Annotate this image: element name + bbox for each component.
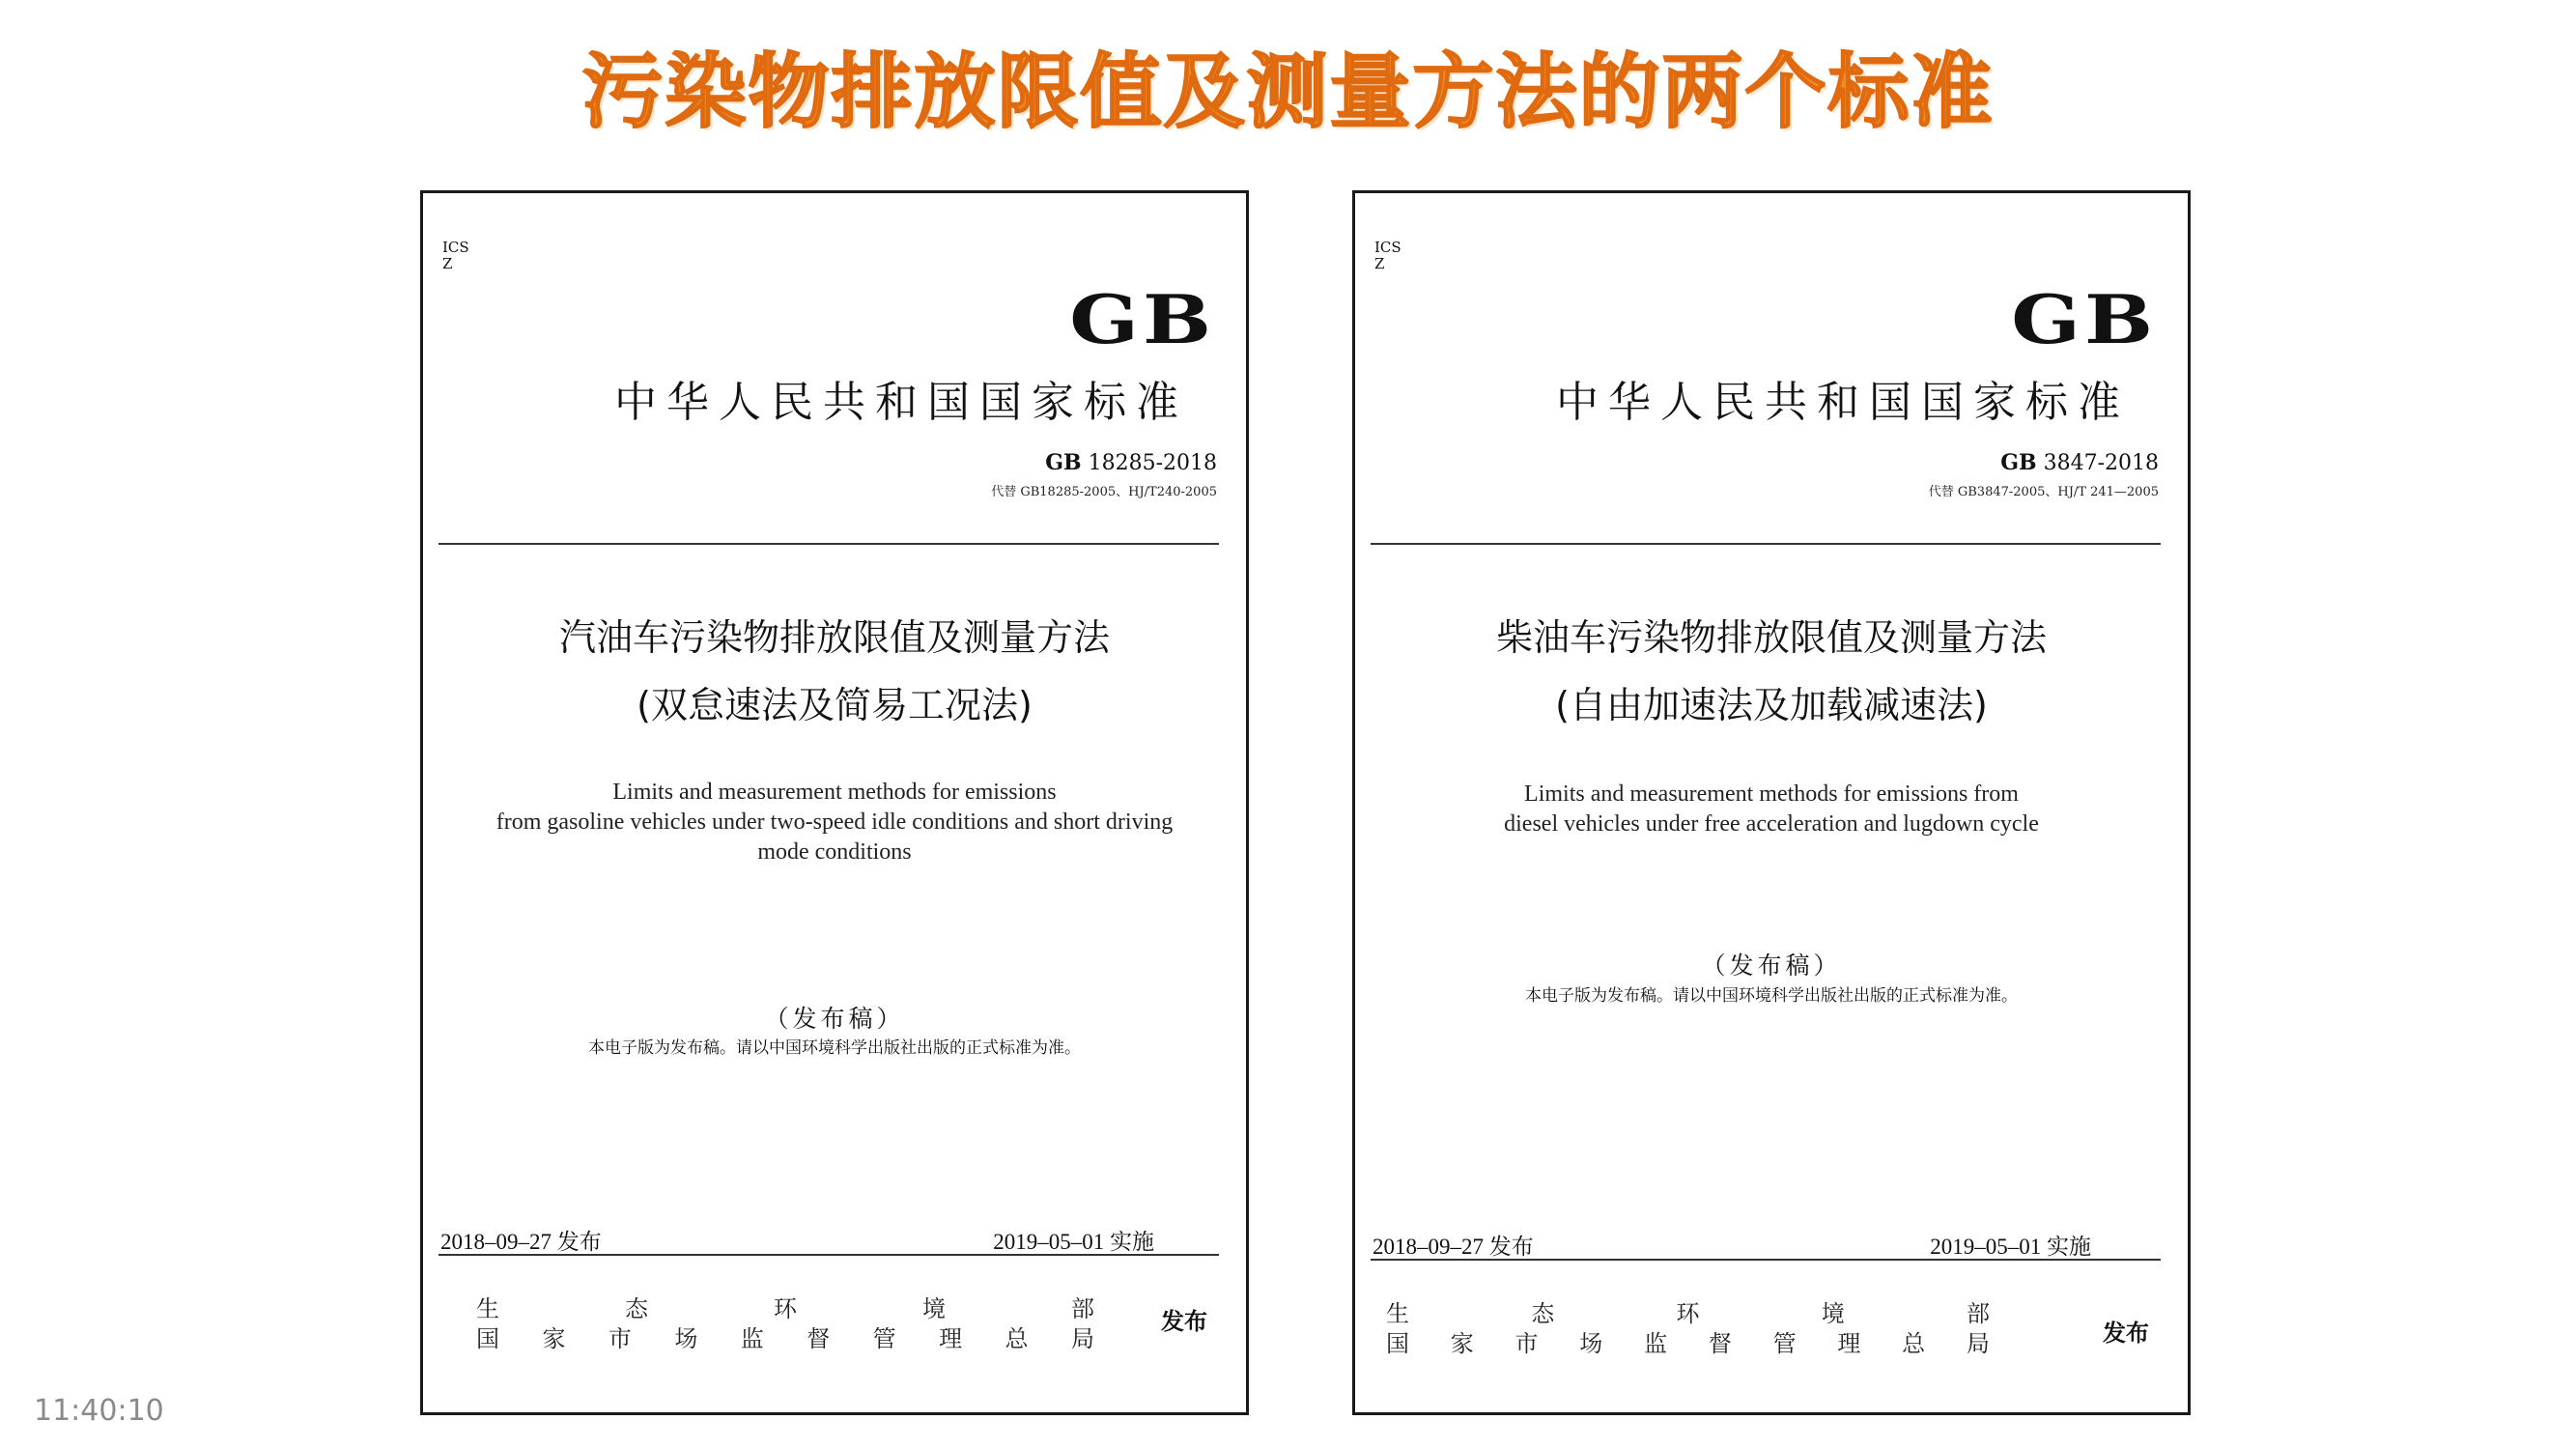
timestamp: 11:40:10 (34, 1394, 164, 1428)
issuer-char: 总 (1902, 1330, 1926, 1357)
divider (439, 543, 1219, 545)
issuer-char: 监 (1644, 1330, 1668, 1357)
draft-status: （发布稿） (764, 1005, 905, 1033)
title-en-line: mode conditions (757, 839, 912, 865)
issuer-line-2 (1386, 1324, 1990, 1358)
issuer-char: 局 (1070, 1325, 1094, 1352)
replaces-note: 代替 GB3847-2005、HJ/T 241—2005 (1928, 485, 2159, 499)
ics-label: ICS (442, 239, 469, 256)
issuer-char: 部 (1967, 1300, 1990, 1327)
code-number: 18285-2018 (1088, 451, 1217, 475)
title-en-line: Limits and measurement methods for emissions (612, 780, 1057, 805)
gb-logo: GB (2011, 280, 2157, 359)
issuer-char: 家 (542, 1325, 566, 1352)
standard-title-en (442, 778, 1227, 867)
issuer-char: 国 (1386, 1330, 1409, 1357)
publish-label: 发布 (2103, 1320, 2149, 1347)
slide-title: 污染物排放限值及测量方法的两个标准 (581, 44, 1995, 139)
title-cn-subtitle: (自由加速法及加载减速法) (1555, 684, 1988, 726)
national-standard-heading: 中华人民共和国国家标准 (1556, 378, 2130, 427)
issuer-char: 场 (674, 1325, 698, 1352)
standard-code (1045, 450, 1217, 475)
issuer-line-2 (476, 1320, 1094, 1353)
draft-status: （发布稿） (1701, 952, 1842, 980)
title-cn-line: 柴油车污染物排放限值及测量方法 (1495, 616, 2047, 659)
standard-title-cn (1355, 604, 2188, 739)
standard-cover-diesel (1352, 190, 2191, 1415)
edition-note: 本电子版为发布稿。请以中国环境科学出版社出版的正式标准为准。 (588, 1038, 1081, 1058)
issuer-char: 境 (1821, 1300, 1845, 1327)
issuer-char: 监 (740, 1325, 764, 1352)
issuer-char: 督 (1708, 1330, 1732, 1357)
title-cn-line: 汽油车污染物排放限值及测量方法 (558, 616, 1110, 659)
ics-code (1374, 240, 1401, 272)
title-cn-subtitle: (双怠速法及简易工况法) (637, 684, 1033, 726)
replaces-note: 代替 GB18285-2005、HJ/T240-2005 (991, 485, 1217, 499)
issuer-char: 境 (922, 1295, 946, 1322)
issuer-char: 局 (1966, 1330, 1990, 1357)
standard-title-cn (423, 604, 1246, 739)
issuer-char: 家 (1450, 1330, 1474, 1357)
ics-code (442, 240, 469, 272)
issue-date: 2018–09–27 发布 (440, 1230, 602, 1254)
standard-code (2000, 450, 2159, 475)
issuer-char: 督 (807, 1325, 831, 1352)
issuer-char: 部 (1071, 1295, 1094, 1322)
z-label: Z (442, 255, 453, 272)
publish-label: 发布 (1161, 1308, 1207, 1335)
issue-date: 2018–09–27 发布 (1373, 1235, 1534, 1259)
issuer-char: 市 (608, 1325, 632, 1352)
issuer-char: 环 (774, 1295, 797, 1322)
divider (1371, 1259, 2161, 1261)
standard-cover-gasoline (420, 190, 1249, 1415)
code-number: 3847-2018 (2043, 451, 2159, 475)
edition-note: 本电子版为发布稿。请以中国环境科学出版社出版的正式标准为准。 (1525, 986, 2018, 1006)
standard-title-en (1374, 780, 2168, 839)
issuer-char: 总 (1005, 1325, 1029, 1352)
issuer-char: 管 (1772, 1330, 1797, 1357)
issuer-char: 生 (1386, 1300, 1409, 1327)
code-prefix: GB (1045, 450, 1082, 475)
code-prefix: GB (2000, 450, 2037, 475)
gb-logo: GB (1069, 280, 1215, 359)
issuer-char: 市 (1514, 1330, 1539, 1357)
issuer-char: 场 (1579, 1330, 1603, 1357)
issuer-line-1 (476, 1290, 1094, 1323)
title-en-line: Limits and measurement methods for emissions from (1524, 781, 2019, 807)
issuer-char: 国 (476, 1325, 499, 1352)
issuer-line-1 (1386, 1294, 1990, 1328)
issuer-char: 理 (1837, 1330, 1861, 1357)
title-en-line: diesel vehicles under free acceleration and lugdown cycle (1504, 811, 2039, 837)
effective-date: 2019–05–01 实施 (993, 1230, 1154, 1254)
issuer-char: 生 (476, 1295, 499, 1322)
title-en-line: from gasoline vehicles under two-speed idle conditions and short driving (495, 810, 1174, 835)
issuer-char: 态 (625, 1295, 648, 1322)
divider (1371, 543, 2161, 545)
z-label: Z (1374, 255, 1385, 272)
issuer-char: 管 (872, 1325, 896, 1352)
ics-label: ICS (1374, 239, 1401, 256)
issuer-char: 环 (1676, 1300, 1700, 1327)
issuer-char: 态 (1531, 1300, 1555, 1327)
national-standard-heading: 中华人民共和国国家标准 (614, 378, 1188, 427)
issuer-char: 理 (939, 1325, 963, 1352)
effective-date: 2019–05–01 实施 (1930, 1235, 2091, 1259)
divider (439, 1254, 1219, 1256)
